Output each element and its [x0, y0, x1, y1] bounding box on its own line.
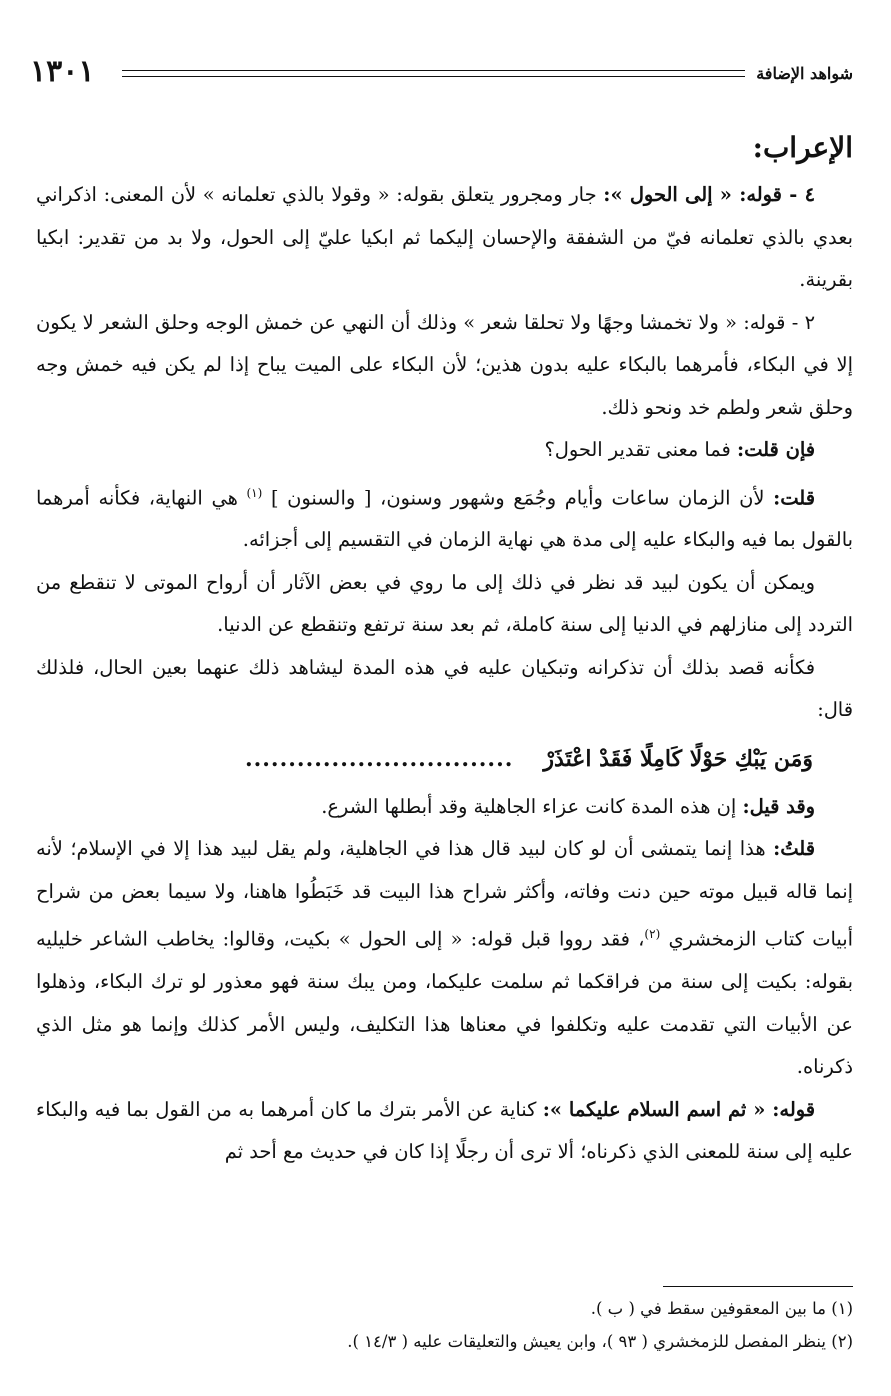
footnote-ref[interactable]: (٢) — [644, 927, 661, 942]
verse-line — [36, 732, 853, 786]
paragraph: ٢ - قوله: « ولا تخمشا وجهًا ولا تحلقا شعر » وذلك أن النهي عن خمش الوجه وحلق الشعر لا يكون إلا في البكاء، فأمرهما بالبكاء عليه بدون هذين؛ لأن البكاء على الميت يباح إذا لم يكن فيه خمش وجه وحلق شعر ولطم خد ونحو ذلك. — [36, 310, 853, 419]
paragraph-label: قوله: « ثم اسم السلام عليكما »: — [542, 1097, 816, 1121]
running-title: شواهد الإضافة — [756, 64, 853, 83]
footnote-rule — [663, 1286, 853, 1287]
paragraph-label: وقد قيل: — [742, 794, 815, 818]
footnote: (١) ما بين المعقوفين سقط في ( ب ). — [590, 1299, 853, 1318]
paragraph-text: كناية عن الأمر بترك ما كان أمرهما به من القول بما فيه والبكاء عليه إلى سنة للمعنى الذي ذكرناه؛ ألا ترى أن رجلًا إذا كان في حديث مع أحد ثم — [36, 1097, 853, 1164]
verse-text: وَمَن يَبْكِ حَوْلًا كَامِلًا فَقَدْ اعْتَذَرْ — [543, 745, 813, 772]
paragraph-text: هذا إنما يتمشى أن لو كان لبيد قال هذا في الجاهلية، ولم يقل لبيد هذا إلا في الإسلام؛ لأنه إنما قاله قبيل موته حين دنت وفاته، وأكثر شراح هذا البيت قد خَبَطُوا هاهنا، ولا سيما بعض من شراح أبيات كتاب الزمخشري — [36, 837, 853, 951]
paragraph: فكأنه قصد بذلك أن تذكرانه وتبكيان عليه في هذه المدة ليشاهد ذلك عنهما بعين الحال، فلذلك قال: — [36, 655, 853, 722]
verse-dots: ............................... — [244, 745, 514, 772]
paragraph-label: قلتُ: — [773, 837, 815, 861]
paragraph-label: ٤ - قوله: « إلى الحول »: — [603, 183, 815, 206]
paragraph — [36, 1089, 853, 1174]
footnote-ref[interactable]: (١) — [246, 485, 263, 500]
paragraph-text: ، فقد رووا قبل قوله: « إلى الحول » بكيت، وقالوا: يخاطب الشاعر خليليه بقوله: بكيت إلى سنة من فراقكما ثم سلمت عليكما، ومن يبك سنة فهو معذور لو ترك البكاء، وذهلوا عن الأبيات التي تقدمت عليه وتكلفوا في معناها هذا التكليف، وليس الأمر كذلك وإنما هو مثل الذي ذكرناه. — [36, 927, 853, 1079]
header-rule — [122, 70, 745, 77]
section-title: الإعراب: — [752, 131, 853, 164]
paragraph: ويمكن أن يكون لبيد قد نظر في ذلك إلى ما روي في بعض الآثار أن أرواح الموتى لا تنقطع من التردد إلى منازلهم في الدنيا إلى سنة كاملة، ثم بعد سنة ترتفع وتنقطع عن الدنيا. — [36, 570, 853, 637]
footnotes — [36, 1292, 853, 1358]
paragraph — [36, 429, 853, 472]
paragraph-label: قلت: — [773, 485, 815, 509]
paragraph-text: هي النهاية، فكأنه أمرهما بالقول بما فيه والبكاء عليه إلى مدة هي نهاية الزمان في التقسيم إلى أجزائه. — [36, 485, 853, 552]
paragraph-text: فما معنى تقدير الحول؟ — [544, 438, 737, 461]
page-number: ١٣٠١ — [30, 54, 95, 89]
paragraph — [36, 786, 853, 829]
paragraph — [36, 472, 853, 562]
paragraph — [36, 828, 853, 1088]
page-header — [30, 54, 853, 94]
footnote: (٢) ينظر المفصل للزمخشري ( ٩٣ )، وابن يعيش والتعليقات عليه ( ١٤/٣ ). — [347, 1332, 853, 1351]
paragraph — [36, 174, 853, 302]
paragraph-text: إن هذه المدة كانت عزاء الجاهلية وقد أبطلها الشرع. — [321, 794, 743, 818]
paragraph-label: فإن قلت: — [736, 438, 815, 461]
paragraph-text: جار ومجرور يتعلق بقوله: « وقولا بالذي تعلمانه » لأن المعنى: اذكراني بعدي بالذي تعلمانه فيّ من الشفقة والإحسان إليكما ثم ابكيا عليّ إلى الحول، ولا بد من تقدير: ابكيا بقرينة. — [36, 183, 853, 291]
main-text — [36, 126, 853, 1174]
paragraph-text: لأن الزمان ساعات وأيام وجُمَع وشهور وسنون، [ والسنون ] — [262, 485, 774, 509]
